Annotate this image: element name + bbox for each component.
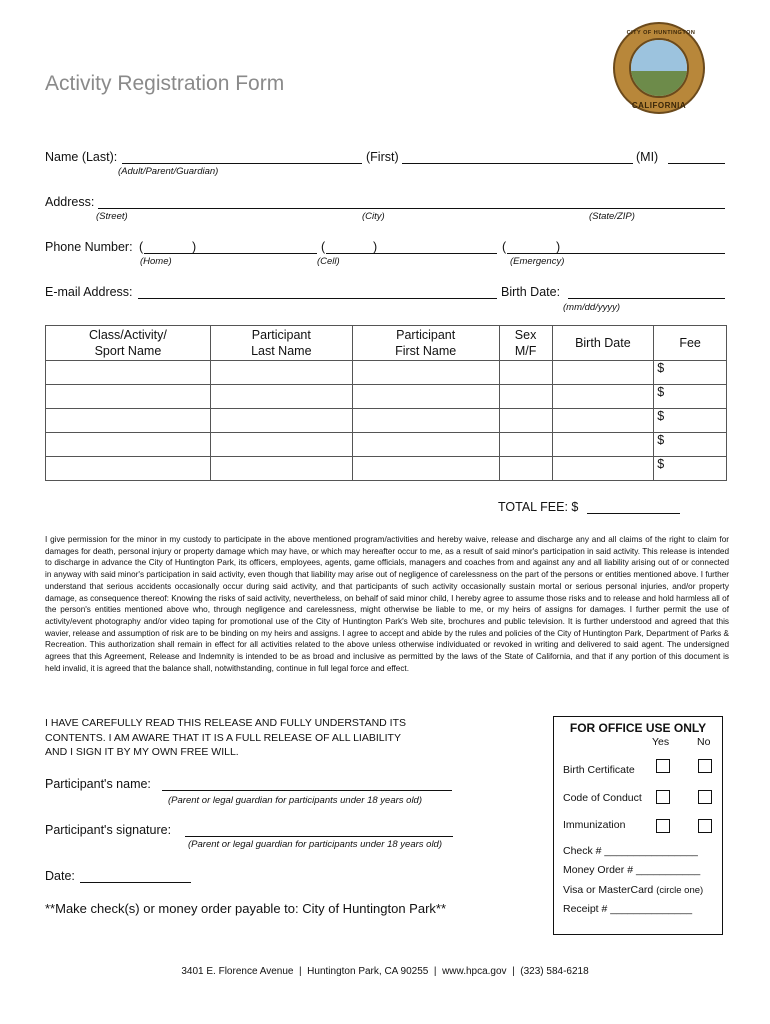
date-field[interactable]: [80, 882, 191, 883]
col-header-fee: Fee: [654, 326, 727, 361]
immunization-no-checkbox[interactable]: [698, 819, 712, 833]
phone-emergency-sub: (Emergency): [510, 256, 565, 267]
cell-first-name[interactable]: [352, 385, 499, 409]
table-row: [46, 433, 727, 457]
address-field[interactable]: [98, 208, 725, 209]
participant-name-label: Participant's name:: [45, 777, 151, 791]
birth-date-field[interactable]: [568, 298, 725, 299]
cell-activity[interactable]: [46, 457, 211, 481]
cell-first-name[interactable]: [352, 433, 499, 457]
phone-emergency-field[interactable]: [507, 253, 725, 254]
name-last-field[interactable]: [122, 163, 362, 164]
phone-label: Phone Number:: [45, 240, 133, 254]
name-mi-label: (MI): [636, 150, 659, 164]
cell-last-name[interactable]: [210, 409, 352, 433]
cell-fee[interactable]: $: [654, 361, 727, 385]
code-of-conduct-yes-checkbox[interactable]: [656, 790, 670, 804]
visa-mastercard-label: Visa or MasterCard (circle one): [563, 884, 704, 896]
acknowledgement-statement: I HAVE CAREFULLY READ THIS RELEASE AND FULLY UNDERSTAND ITS CONTENTS. I AM AWARE THAT IT IS A FULL RELEASE OF ALL LIABILITY AND I SIGN IT BY MY OWN FREE WILL.: [45, 717, 406, 758]
payable-note: **Make check(s) or money order payable to: City of Huntington Park**: [45, 901, 447, 916]
cell-sex[interactable]: [499, 385, 552, 409]
waiver-text: I give permission for the minor in my custody to participate in the above mentioned program/activities and hereby waive, release and discharge any and all claims of the right to claim for damages for death, personal injury or property damage which may have, or which may hereafter occur to me, as a result of said minor's participation in said activity. This release is intended to discharge in advance the City of Huntington Park, its officers, employees, agents, game officials, managers and coaches from and against any and all liability arising out of or connected in anyway with said minor's participation in said activity, even though that liability may arise out of negligence of carelessness on the part of the persons or entities mentioned above. I further understand that serious accidents occasionally occur during said activity, and that participants of such activity occasionally sustain mortal or serious personal injuries, and/or property damage, as consequence thereof: Knowing the risks of said activity, nevertheless, on behalf of said minor child, I hereby agree to assume those risks and to release and hold harmless all of the person's entities mentioned above who, through negligence and carelessness, might otherwise be liable to me, or my heirs of assigns for damages. I further permit the use of activity/event photography and/or video taping for promotional use of the City of Huntington Park's Web site, brochures and public television. It is further understood and agreed that this wavier, release and assumption of risk are to be binding on my heirs and assigns. I agree to accept and abide by the rules and policies of the City of Huntington Park, Department of Parks & Recreation. This authorization shall remain in effect for all activities related to the above unless otherwise individuated or revoked in writing and delivered to said agent. The undersigned agrees that this Agreement, Release and Indemnity is intended to be as broad and inclusive as permitted by the laws of the State of California, and that if any portion of this document is held invalid, it is agreed that the balance shall, notwithstanding, continue in full legal force and effect.: [45, 535, 729, 673]
code-of-conduct-no-checkbox[interactable]: [698, 790, 712, 804]
col-header-first-name: Participant First Name: [352, 326, 499, 361]
address-city-sub: (City): [362, 211, 385, 222]
cell-sex[interactable]: [499, 361, 552, 385]
participant-signature-label: Participant's signature:: [45, 823, 172, 837]
form-title: Activity Registration Form: [45, 72, 285, 95]
birth-certificate-yes-checkbox[interactable]: [656, 759, 670, 773]
phone-cell-field[interactable]: [326, 253, 497, 254]
birth-certificate-no-checkbox[interactable]: [698, 759, 712, 773]
table-row: [46, 457, 727, 481]
seal-emblem: [629, 38, 689, 98]
money-order-field[interactable]: Money Order # ___________: [563, 864, 701, 876]
cell-last-name[interactable]: [210, 433, 352, 457]
cell-sex[interactable]: [499, 433, 552, 457]
cell-birth-date[interactable]: [552, 361, 654, 385]
cell-first-name[interactable]: [352, 361, 499, 385]
office-use-title: FOR OFFICE USE ONLY: [569, 721, 707, 735]
name-last-label: Name (Last):: [45, 150, 118, 164]
cell-fee[interactable]: $: [654, 409, 727, 433]
cell-fee[interactable]: $: [654, 385, 727, 409]
table-row: [46, 361, 727, 385]
col-header-sex: Sex M/F: [499, 326, 552, 361]
birth-date-format: (mm/dd/yyyy): [563, 302, 620, 313]
cell-sex[interactable]: [499, 409, 552, 433]
address-state-sub: (State/ZIP): [589, 211, 635, 222]
participant-name-sub: (Parent or legal guardian for participants under 18 years old): [168, 795, 423, 806]
cell-last-name[interactable]: [210, 457, 352, 481]
cell-activity[interactable]: [46, 433, 211, 457]
total-fee-label: TOTAL FEE: $: [498, 500, 579, 514]
cell-first-name[interactable]: [352, 457, 499, 481]
office-use-box: [553, 716, 723, 935]
seal-top-text: CITY OF HUNTINGTON: [626, 30, 696, 36]
table-row: [46, 409, 727, 433]
participant-signature-field[interactable]: [185, 836, 453, 837]
immunization-label: Immunization: [563, 819, 626, 831]
seal-bottom-text: CALIFORNIA: [631, 101, 687, 110]
col-header-birth-date: Birth Date: [552, 326, 654, 361]
cell-first-name[interactable]: [352, 409, 499, 433]
total-fee-field[interactable]: [587, 513, 680, 514]
city-seal-logo: [613, 22, 705, 114]
birth-date-label: Birth Date:: [501, 285, 561, 299]
cell-fee[interactable]: $: [654, 433, 727, 457]
table-row: [46, 385, 727, 409]
email-field[interactable]: [138, 298, 497, 299]
table-header-row: [46, 326, 727, 361]
name-first-field[interactable]: [402, 163, 633, 164]
cell-birth-date[interactable]: [552, 433, 654, 457]
office-no-label: No: [697, 736, 711, 748]
col-header-last-name: Participant Last Name: [210, 326, 352, 361]
cell-sex[interactable]: [499, 457, 552, 481]
check-number-field[interactable]: Check # ________________: [563, 845, 698, 857]
phone-home-sub: (Home): [140, 256, 172, 267]
cell-birth-date[interactable]: [552, 385, 654, 409]
address-street-sub: (Street): [96, 211, 128, 222]
participant-signature-sub: (Parent or legal guardian for participants under 18 years old): [188, 839, 443, 850]
registration-table: [45, 325, 727, 481]
email-label: E-mail Address:: [45, 285, 133, 299]
cell-fee[interactable]: $: [654, 457, 727, 481]
date-label: Date:: [45, 869, 75, 883]
cell-birth-date[interactable]: [552, 457, 654, 481]
phone-cell-sub: (Cell): [317, 256, 340, 267]
immunization-yes-checkbox[interactable]: [656, 819, 670, 833]
col-header-activity: Class/Activity/ Sport Name: [46, 326, 211, 361]
name-mi-field[interactable]: [668, 163, 725, 164]
participant-name-field[interactable]: [162, 790, 452, 791]
cell-activity[interactable]: [46, 361, 211, 385]
phone-home-field[interactable]: [144, 253, 317, 254]
name-first-label: (First): [366, 150, 399, 164]
cell-birth-date[interactable]: [552, 409, 654, 433]
cell-last-name[interactable]: [210, 361, 352, 385]
cell-last-name[interactable]: [210, 385, 352, 409]
birth-certificate-label: Birth Certificate: [563, 764, 635, 776]
receipt-number-field[interactable]: Receipt # ______________: [563, 903, 693, 915]
office-yes-label: Yes: [652, 736, 670, 748]
address-label: Address:: [45, 195, 95, 209]
name-sub-label: (Adult/Parent/Guardian): [118, 166, 219, 177]
cell-activity[interactable]: [46, 409, 211, 433]
footer-contact: 3401 E. Florence Avenue | Huntington Park, CA 90255 | www.hpca.gov | (323) 584-6218: [181, 966, 589, 977]
cell-activity[interactable]: [46, 385, 211, 409]
code-of-conduct-label: Code of Conduct: [563, 792, 642, 804]
